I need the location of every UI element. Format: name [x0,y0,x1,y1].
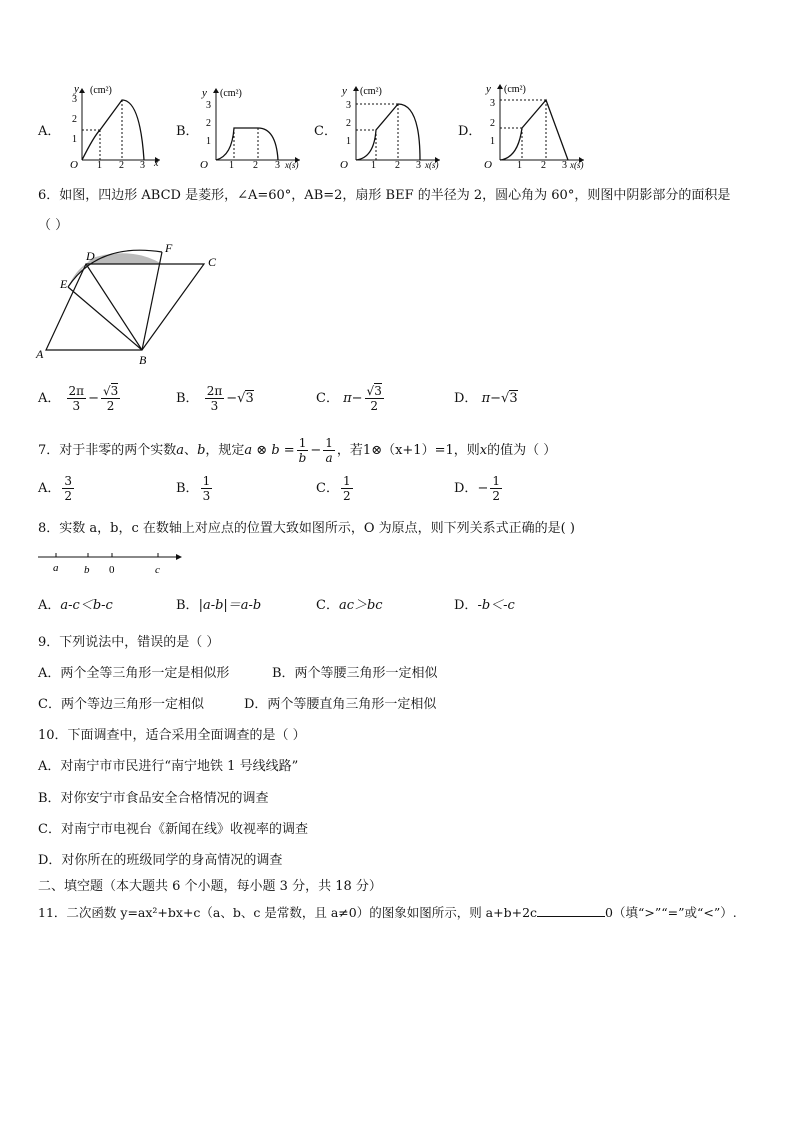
q5-c-unit: (cm²) [360,86,382,97]
q6-text: 6．如图，四边形 ABCD 是菱形，∠A=60°，AB=2，扇形 BEF 的半径为 2，圆心角为 60°，则图中阴影部分的面积是 [38,188,731,203]
q5-a-tick-y2: 2 [72,114,77,125]
q5-d-unit: (cm²) [504,84,526,95]
q5-d-tick-x2: 2 [541,160,546,170]
q8-text: 8．实数 a，b，c 在数轴上对应点的位置大致如图所示，O 为原点，则下列关系式正确的是( ) [38,521,575,536]
q6-label-e: E [60,277,68,291]
q6-paren: （ ） [38,218,69,233]
q8-axis-b: b [84,564,90,576]
q8-axis-a: a [53,562,59,574]
q5-graph-d [478,78,600,170]
q8-option-c[interactable]: C．ac＞bc [316,598,383,613]
q8-option-a[interactable]: A．a-c＜b-c [38,598,113,613]
q5-a-tick-x1: 1 [97,160,102,170]
q5-c-tick-y3: 3 [346,100,351,111]
q6-option-b[interactable]: B． $\frac{2\pi}{3}$ −√3 [176,384,254,413]
q11-text: 11．二次函数 y=ax²+bx+c（a、b、c 是常数，且 a≠0）的图象如图所示，则 a+b+2c 0（填“>”“=”或“<”）. [38,905,737,920]
q5-a-tick-x3: 3 [140,160,145,170]
q8-axis-c: c [155,564,160,576]
q6-option-d[interactable]: D． π−√3 [454,391,518,406]
q5-c-xlabel: x(s) [425,160,439,170]
q6-label-a: A [36,347,44,361]
q8-number-line [36,547,186,577]
q5-graph-c [336,80,456,170]
q5-b-tick-x1: 1 [229,160,234,170]
q5-b-ylabel: y [202,87,207,99]
q5-d-tick-x1: 1 [517,160,522,170]
q5-option-b-label: B． [176,124,199,139]
q10-option-b[interactable]: B．对你安宁市食品安全合格情况的调查 [38,791,269,806]
q7-option-d[interactable]: D．− $\frac{1}{2}$ [454,474,500,503]
q5-d-tick-y1: 1 [490,136,495,147]
q7-option-b[interactable]: B． $\frac{1}{3}$ [176,474,211,503]
q6-label-f: F [165,241,173,255]
q9-option-b[interactable]: B．两个等腰三角形一定相似 [272,666,438,681]
q9-text: 9．下列说法中，错误的是（ ） [38,635,220,650]
q7-text: 7．对于非零的两个实数a、b，规定a ⊗ b = $\frac{1}{b}$ − $\frac{1}{a}$ ，若1⊗（x+1）=1，则x的值为（ ） [38,436,557,465]
q10-option-c[interactable]: C．对南宁市电视台《新闻在线》收视率的调查 [38,822,308,837]
q5-b-tick-y1: 1 [206,136,211,147]
q5-a-tick-y1: 1 [72,134,77,145]
q5-a-tick-y3: 3 [72,94,77,105]
q5-a-unit: (cm²) [90,85,112,96]
q5-d-tick-y3: 3 [490,98,495,109]
q8-option-b[interactable]: B．|a-b|＝a-b [176,598,262,613]
q5-c-ylabel: y [342,85,347,97]
q5-d-tick-x3: 3 [562,160,567,170]
q6-shaded-top [86,253,162,264]
q5-a-ylabel: y [74,83,79,95]
q6-label-d: D [86,249,95,263]
section-2-heading: 二、填空题（本大题共 6 个小题，每小题 3 分，共 18 分） [38,879,382,894]
q8-option-d[interactable]: D．-b＜-c [454,598,515,613]
q5-graph-b [196,80,316,170]
q5-b-tick-x3: 3 [275,160,280,170]
q5-d-tick-y2: 2 [490,118,495,129]
q5-d-xlabel: x(s) [570,160,584,170]
q5-c-tick-y2: 2 [346,118,351,129]
q5-d-ylabel: y [486,83,491,95]
q7-option-c[interactable]: C． $\frac{1}{2}$ [316,474,351,503]
q5-option-c-label: C． [314,124,337,139]
q5-b-unit: (cm²) [220,88,242,99]
q5-a-xlabel: x [154,158,159,169]
q5-a-origin: O [70,159,78,170]
q5-d-origin: O [484,159,492,170]
q6-rhombus-figure [32,240,232,365]
q6-label-c: C [208,255,217,269]
q5-b-tick-y2: 2 [206,118,211,129]
q9-option-a[interactable]: A．两个全等三角形一定是相似形 [38,666,230,681]
q5-option-a-label: A． [38,124,61,139]
q5-c-tick-y1: 1 [346,136,351,147]
q6-option-a[interactable]: A． $\frac{2\pi}{3}$ − $\frac{√3}{2}$ [38,384,119,413]
q7-option-a[interactable]: A． $\frac{3}{2}$ [38,474,73,503]
q10-text: 10．下面调查中，适合采用全面调查的是（ ） [38,728,306,743]
q10-option-d[interactable]: D．对你所在的班级同学的身高情况的调查 [38,853,283,868]
q5-b-xlabel: x(s) [285,160,299,170]
q9-option-d[interactable]: D．两个等腰直角三角形一定相似 [244,697,437,712]
q5-c-tick-x3: 3 [416,160,421,170]
q10-option-a[interactable]: A．对南宁市市民进行“南宁地铁 1 号线线路” [38,759,299,774]
q8-axis-zero: 0 [109,564,115,576]
q5-b-tick-y3: 3 [206,100,211,111]
q6-option-c[interactable]: C． π− $\frac{√3}{2}$ [316,384,382,413]
q5-c-tick-x1: 1 [371,160,376,170]
q5-c-origin: O [340,159,348,170]
q6-label-b: B [139,353,147,365]
q11-answer-blank[interactable] [537,904,605,917]
q9-option-c[interactable]: C．两个等边三角形一定相似 [38,697,204,712]
q5-c-tick-x2: 2 [395,160,400,170]
q5-b-origin: O [200,159,208,170]
q5-option-d-label: D． [458,124,482,139]
q5-a-tick-x2: 2 [119,160,124,170]
q5-graph-a [60,80,170,170]
q5-b-tick-x2: 2 [253,160,258,170]
